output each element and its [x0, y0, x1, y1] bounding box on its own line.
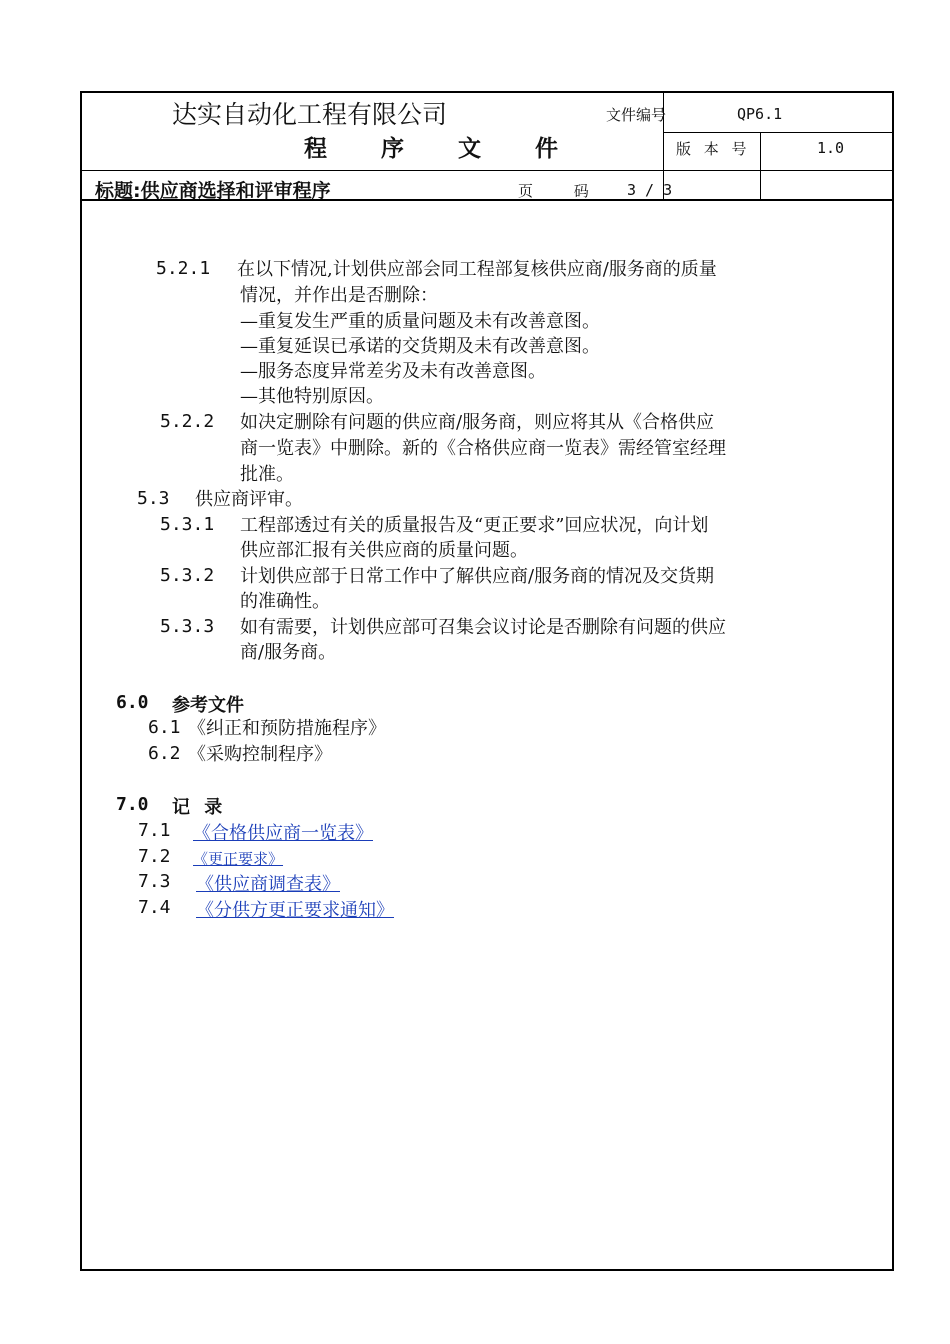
- section-5-3-1-number: 5.3.1: [160, 514, 215, 535]
- section-5-3-1-line-1: 工程部透过有关的质量报告及“更正要求”回应状况，向计划: [240, 515, 709, 536]
- section-5-3-3-number: 5.3.3: [160, 616, 215, 637]
- reference-item-2-number: 6.2: [148, 743, 181, 764]
- section-5-2-2-line-3: 批准。: [240, 464, 294, 485]
- section-5-2-1-line-2: 情况，并作出是否删除：: [240, 285, 438, 306]
- section-5-2-1-line-6: —其他特别原因。: [240, 386, 384, 407]
- doc-no-value: QP6.1: [737, 105, 783, 123]
- section-5-3-3-line-2: 商/服务商。: [240, 642, 337, 663]
- section-5-2-2-line-2: 商一览表》中删除。新的《合格供应商一览表》需经管室经理: [240, 438, 726, 459]
- section-5-2-2-number: 5.2.2: [160, 411, 215, 432]
- section-5-3-2-number: 5.3.2: [160, 565, 215, 586]
- page-label: 页 码: [518, 182, 607, 200]
- doc-type: 程 序 文 件: [304, 135, 582, 162]
- records-heading-number: 7.0: [116, 794, 149, 815]
- section-5-3-2-line-2: 的准确性。: [240, 591, 330, 612]
- section-5-2-1-number: 5.2.1: [156, 258, 211, 279]
- page-value: 3 / 3: [627, 181, 673, 199]
- section-5-3-2-line-1: 计划供应部于日常工作中了解供应商/服务商的情况及交货期: [240, 566, 715, 587]
- header-divider-title: [80, 170, 894, 171]
- reference-item-1: 《纠正和预防措施程序》: [188, 718, 386, 739]
- records-heading: 记 录: [172, 797, 227, 818]
- section-5-2-2-line-1: 如决定删除有问题的供应商/服务商，则应将其从《合格供应: [240, 412, 715, 433]
- section-5-3-number: 5.3: [137, 488, 170, 509]
- record-link-4[interactable]: 《分供方更正要求通知》: [196, 900, 394, 921]
- section-5-3-3-line-1: 如有需要，计划供应部可召集会议讨论是否删除有问题的供应: [240, 617, 726, 638]
- header-divider-mid: [663, 132, 894, 133]
- company-name: 达实自动化工程有限公司: [172, 100, 448, 129]
- document-title: 标题:供应商选择和评审程序: [95, 180, 331, 202]
- record-item-1-number: 7.1: [138, 820, 171, 841]
- section-5-2-1-line-1: 在以下情况,计划供应部会同工程部复核供应商/服务商的质量: [237, 259, 717, 280]
- section-5-2-1-line-4: —重复延误已承诺的交货期及未有改善意图。: [240, 336, 600, 357]
- record-item-4-number: 7.4: [138, 897, 171, 918]
- reference-item-1-number: 6.1: [148, 717, 181, 738]
- doc-no-label: 文件编号: [606, 106, 667, 124]
- references-heading: 参考文件: [172, 695, 244, 716]
- version-label: 版 本 号: [676, 140, 751, 158]
- header-vline-2: [760, 132, 761, 201]
- record-link-3[interactable]: 《供应商调查表》: [196, 874, 340, 895]
- section-5-3-1-line-2: 供应部汇报有关供应商的质量问题。: [240, 540, 528, 561]
- record-link-2[interactable]: 《更正要求》: [193, 850, 284, 868]
- record-item-2-number: 7.2: [138, 846, 171, 867]
- record-link-1[interactable]: 《合格供应商一览表》: [193, 823, 373, 844]
- section-5-3-title: 供应商评审。: [195, 489, 303, 510]
- section-5-2-1-line-3: —重复发生严重的质量问题及未有改善意图。: [240, 311, 600, 332]
- record-item-3-number: 7.3: [138, 871, 171, 892]
- reference-item-2: 《采购控制程序》: [188, 744, 332, 765]
- version-value: 1.0: [817, 139, 845, 157]
- references-heading-number: 6.0: [116, 692, 149, 713]
- section-5-2-1-line-5: —服务态度异常差劣及未有改善意图。: [240, 361, 546, 382]
